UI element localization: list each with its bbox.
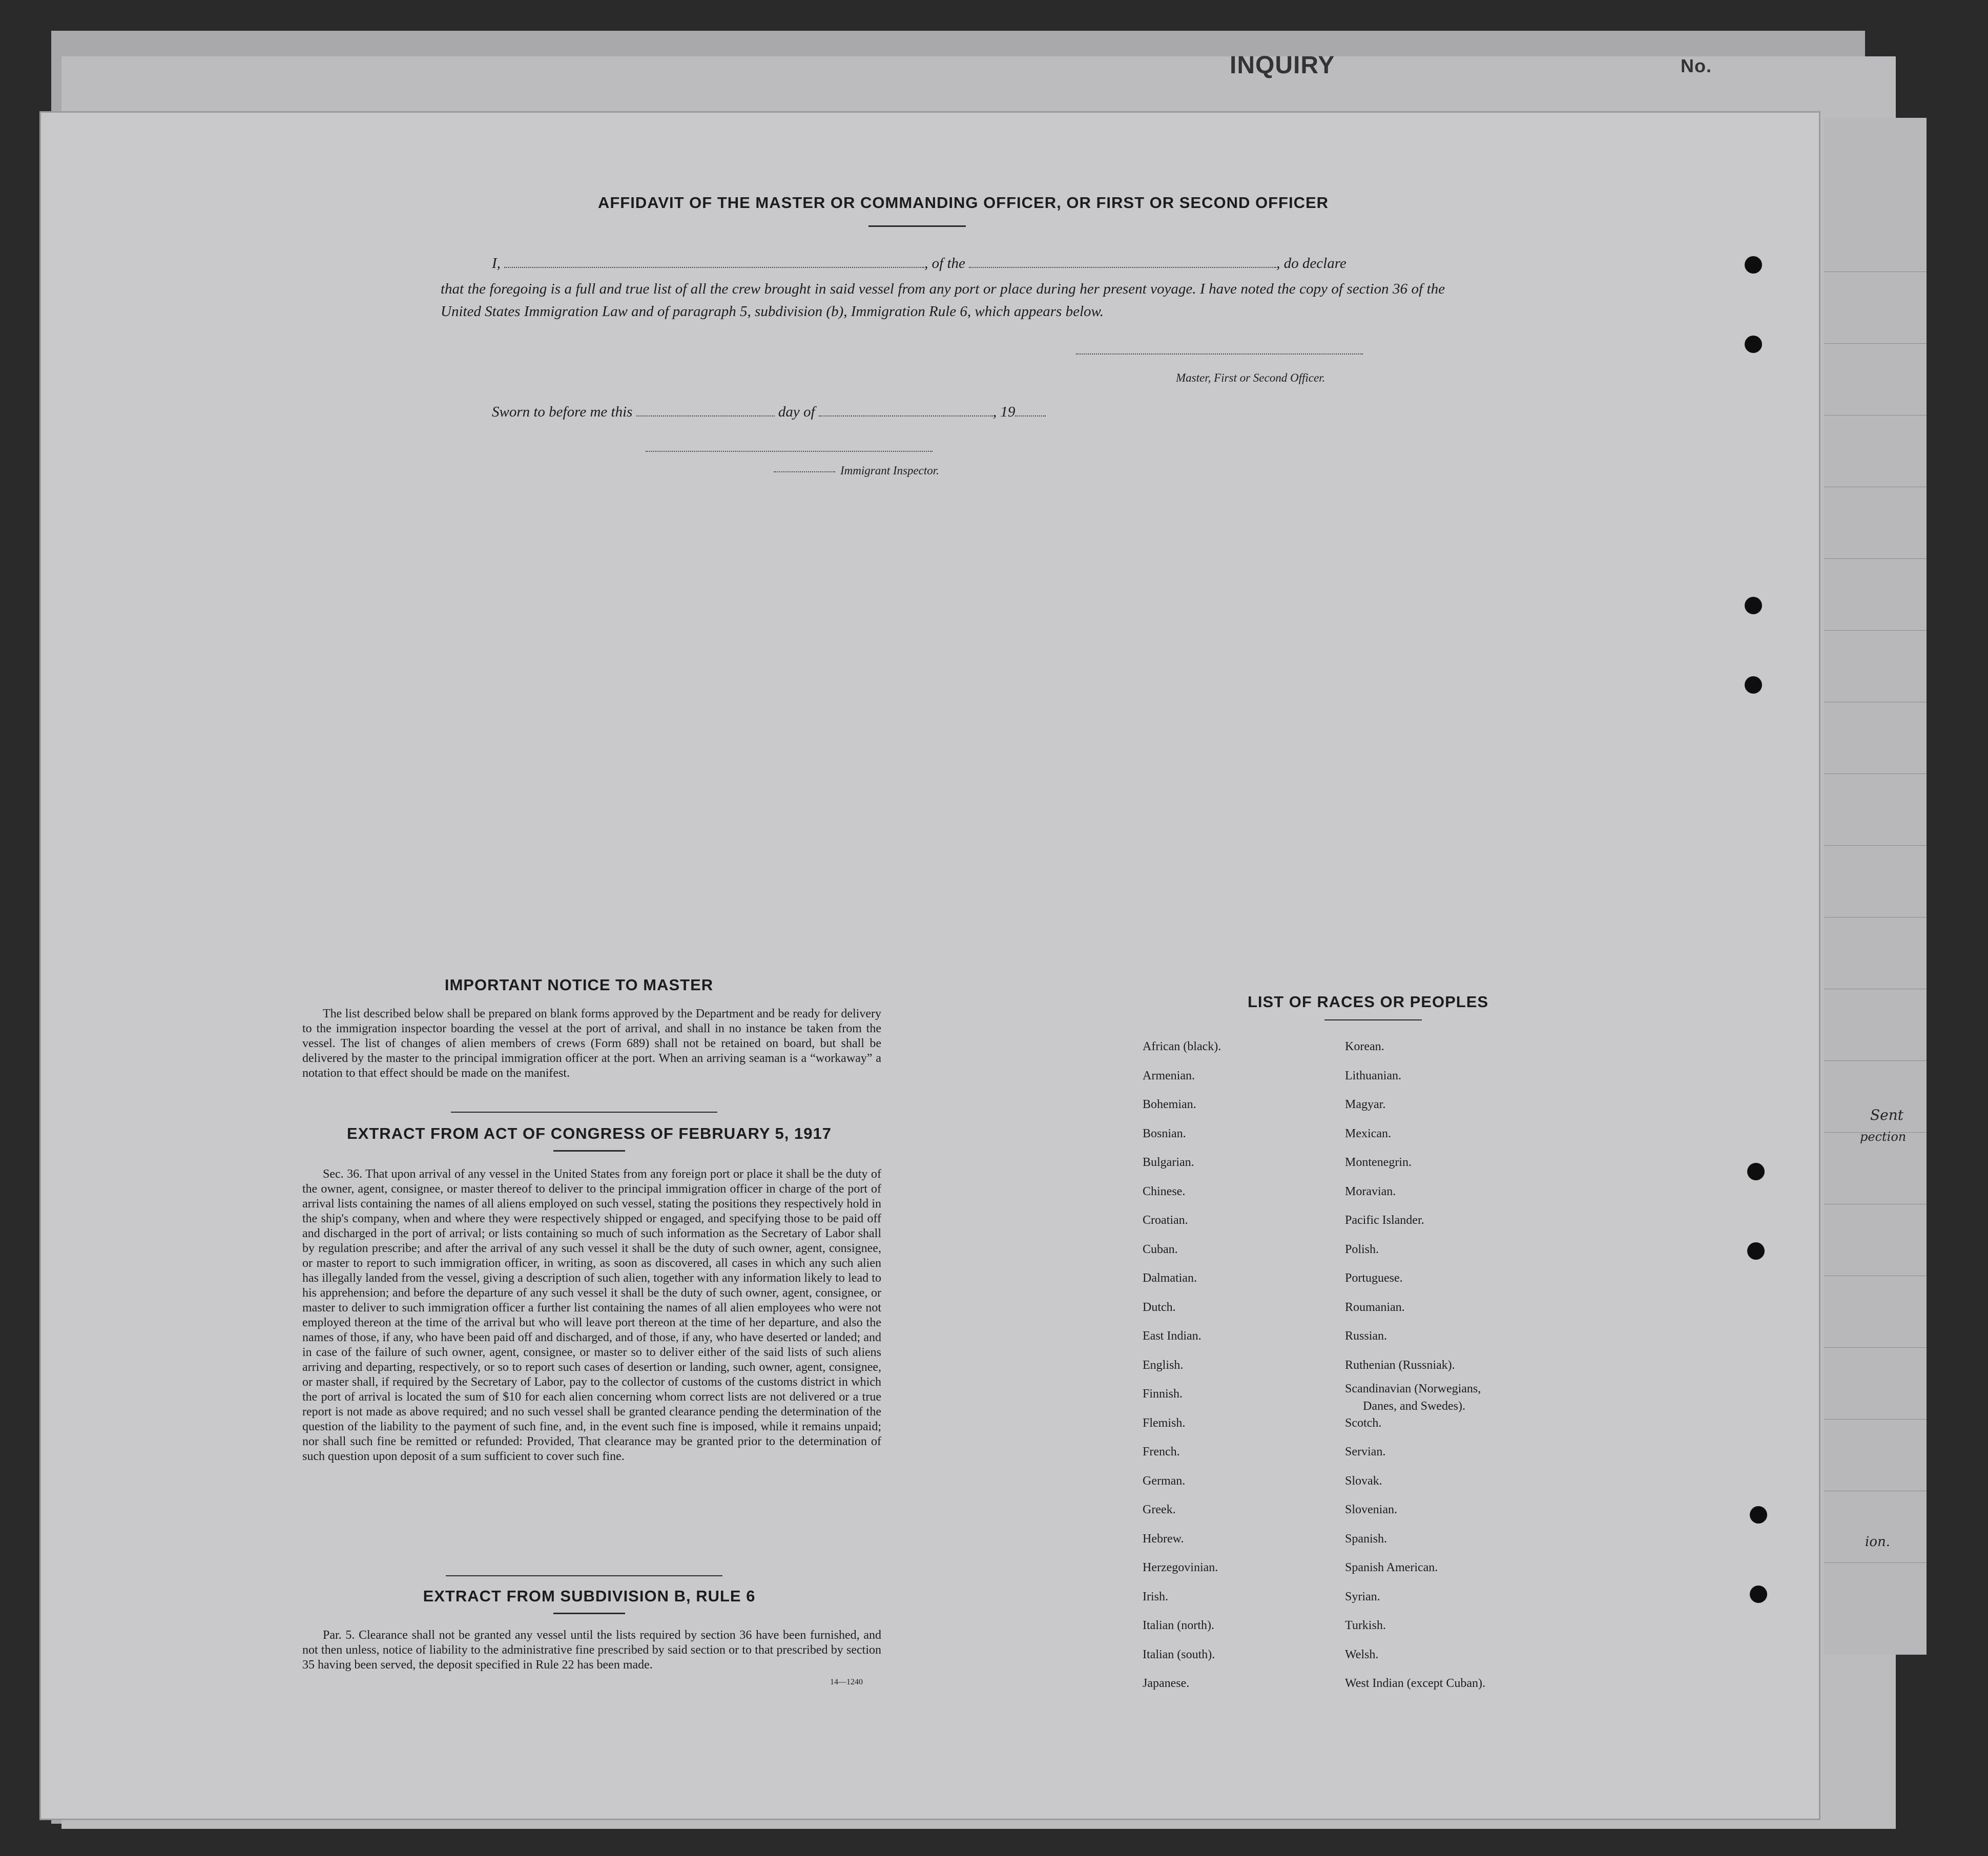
notice-body: The list described below shall be prepared on blank forms approved by the Department and be ready for delivery to the immigration inspector boarding the vessel at the port of arrival, and shall in no instance be taken from the vessel. The list of changes of alien members of crews (Form 689) shall not be retained on board, but shall be delivered by the master to the principal immigration officer at the port. When an arriving seaman is a “workaway” a notation to that effect should be made on the manifest. <box>302 1007 881 1080</box>
sworn-dayof-label: day of <box>778 404 815 420</box>
inspector-signature-field[interactable] <box>646 451 933 452</box>
divider <box>553 1150 625 1152</box>
margin-note: pection <box>1860 1130 1907 1144</box>
race-item: Syrian. <box>1345 1590 1380 1603</box>
divider <box>451 1112 717 1113</box>
signer-signature-field[interactable] <box>1076 353 1363 354</box>
declarant-name-field[interactable] <box>504 267 924 268</box>
race-item: Montenegrin. <box>1345 1156 1412 1169</box>
binder-hole <box>1745 676 1762 694</box>
of-the-label: , of the <box>924 255 965 272</box>
margin-note: Sent <box>1870 1107 1904 1123</box>
race-item: Polish. <box>1345 1242 1379 1256</box>
race-item: Bohemian. <box>1143 1098 1196 1111</box>
act-extract-title: EXTRACT FROM ACT OF CONGRESS OF FEBRUARY 5, 1917 <box>347 1124 832 1142</box>
race-item: Pacific Islander. <box>1345 1214 1424 1227</box>
divider <box>1324 1019 1422 1020</box>
binder-hole <box>1747 1242 1765 1260</box>
rule-extract-title: EXTRACT FROM SUBDIVISION B, RULE 6 <box>423 1587 756 1605</box>
race-item: Scandinavian (Norwegians, <box>1345 1382 1481 1395</box>
race-item: Greek. <box>1143 1503 1176 1516</box>
sworn-day-field[interactable] <box>636 415 775 416</box>
race-item: Italian (north). <box>1143 1619 1214 1632</box>
binder-hole <box>1745 256 1762 274</box>
sworn-year-field[interactable] <box>1015 415 1046 416</box>
race-item: Russian. <box>1345 1329 1388 1343</box>
signer-label: Master, First or Second Officer. <box>1176 371 1326 384</box>
race-item: Magyar. <box>1345 1098 1386 1111</box>
affidavit-body: that the foregoing is a full and true list of all the crew brought in said vessel from any port or place during her present voyage. I have noted the copy of section 36 of the United States Immigration Law and of paragraph 5, subdivision (b), Immigration Rule 6, which appears below. <box>441 281 1445 320</box>
affidavit-title: AFFIDAVIT OF THE MASTER OR COMMANDING OFFICER, OR FIRST OR SECOND OFFICER <box>597 194 1329 212</box>
act-extract-body: Sec. 36. That upon arrival of any vessel in the United States from any foreign port or place it shall be the duty of the owner, agent, consignee, or master thereof to deliver to the principal immigration officer in charge of the port of arrival lists containing the names of all aliens employed on such vessel, stating the positions they respectively hold in the ship's company, when and where they were respectively shipped or engaged, and specifying those to be paid off and discharged in the port of arrival; or lists containing so much of such information as the Secretary of Labor shall by regulation prescribe; and after the arrival of any such vessel it shall be the duty of such owner, agent, consignee, or master to report to such immigration officer, in writing, as soon as discovered, all cases in which any such alien has illegally landed from the vessel, giving a description of such alien, together with any information likely to lead to his apprehension; and before the departure of any such vessel it shall be the duty of such owner, agent, consignee, or master to deliver to such immigration officer a further list containing the names of all alien employees who were not employed thereon at the time of the arrival but who will leave port thereon at the time of her departure, and also the names of those, if any, who have been paid off and discharged, and of those, if any, who have deserted or landed; and in case of the failure of such owner, agent, consignee, or master so to deliver either of the said lists of such aliens arriving and departing, respectively, or so to report such cases of desertion or landing, such owner, agent, consignee, or master shall, if required by the Secretary of Labor, pay to the collector of customs of the customs district in which the port of arrival is located the sum of $10 for each alien concerning whom correct lists are not delivered or a true report is not made as above required; and no such vessel shall be granted clearance pending the determination of the question of the liability to the payment of such fine, and, in the event such fine is imposed, while it remains unpaid; nor shall such fine be remitted or refunded: Provided, That clearance may be granted prior to the determination of such question upon deposit of a sum sufficient to cover such fine. <box>302 1167 881 1463</box>
race-item-continuation: Danes, and Swedes). <box>1363 1400 1465 1413</box>
race-item: Portuguese. <box>1345 1271 1403 1285</box>
race-item: Hebrew. <box>1143 1532 1184 1546</box>
race-item: Italian (south). <box>1143 1648 1215 1661</box>
declarant-prefix: I, <box>492 255 501 272</box>
binder-hole <box>1745 336 1762 353</box>
race-item: Moravian. <box>1345 1184 1396 1198</box>
binder-hole <box>1750 1506 1767 1524</box>
sworn-month-field[interactable] <box>819 415 993 416</box>
form-page <box>41 113 1819 1819</box>
race-item: West Indian (except Cuban). <box>1345 1677 1485 1690</box>
race-item: Croatian. <box>1143 1214 1188 1227</box>
race-item: Turkish. <box>1345 1619 1386 1632</box>
races-title: LIST OF RACES OR PEOPLES <box>1247 993 1489 1011</box>
race-item: Slovak. <box>1345 1474 1382 1488</box>
race-item: Ruthenian (Russniak). <box>1345 1358 1455 1372</box>
divider <box>553 1613 625 1614</box>
binder-hole <box>1747 1163 1765 1180</box>
race-item: French. <box>1143 1445 1180 1458</box>
sworn-prefix: Sworn to before me this <box>492 404 633 420</box>
rule-extract-body: Par. 5. Clearance shall not be granted any vessel until the lists required by section 36 have been furnished, and not then unless, notice of liability to the administrative fine prescribed by said section or to that prescribed by section 35 having been served, the deposit specified in Rule 22 has been made. <box>302 1629 881 1672</box>
binder-hole <box>1750 1586 1767 1603</box>
notice-title: IMPORTANT NOTICE TO MASTER <box>444 976 714 994</box>
declare-label: , do declare <box>1276 255 1347 272</box>
sworn-year-prefix: , 19 <box>992 404 1016 420</box>
race-item: Dutch. <box>1143 1300 1176 1314</box>
race-item: Scotch. <box>1345 1416 1382 1430</box>
race-item: Roumanian. <box>1345 1300 1405 1314</box>
race-item: Finnish. <box>1143 1387 1183 1401</box>
race-item: Spanish. <box>1345 1532 1388 1546</box>
race-item: Chinese. <box>1143 1184 1186 1198</box>
race-item: Mexican. <box>1345 1127 1391 1140</box>
sworn-line <box>492 404 1046 421</box>
race-item: Cuban. <box>1143 1242 1178 1256</box>
race-item: Dalmatian. <box>1143 1271 1197 1285</box>
race-item: Bosnian. <box>1143 1127 1186 1140</box>
race-item: Lithuanian. <box>1345 1069 1401 1082</box>
race-item: Flemish. <box>1143 1416 1186 1430</box>
margin-note: ion. <box>1865 1534 1890 1550</box>
race-item: East Indian. <box>1143 1329 1202 1343</box>
underlying-ruled-sheet <box>1824 118 1927 1655</box>
race-item: Welsh. <box>1345 1648 1379 1661</box>
affidavit-declaration-line <box>441 255 1347 272</box>
inspector-label-lead <box>774 471 835 472</box>
underlying-header-fragment: INQUIRY <box>1230 52 1335 79</box>
underlying-no-label: No. <box>1681 55 1712 76</box>
divider <box>868 225 966 227</box>
race-item: Spanish American. <box>1345 1561 1438 1574</box>
race-item: Irish. <box>1143 1590 1168 1603</box>
race-item: English. <box>1143 1358 1184 1372</box>
race-item: Servian. <box>1345 1445 1386 1458</box>
race-item: Bulgarian. <box>1143 1156 1194 1169</box>
race-item: Armenian. <box>1143 1069 1195 1082</box>
binder-hole <box>1745 597 1762 614</box>
form-number: 14—1240 <box>830 1678 863 1686</box>
race-item: German. <box>1143 1474 1186 1488</box>
race-item: Herzegovinian. <box>1143 1561 1218 1574</box>
race-item: Slovenian. <box>1345 1503 1397 1516</box>
race-item: Japanese. <box>1143 1677 1190 1690</box>
vessel-name-field[interactable] <box>969 267 1276 268</box>
race-item: African (black). <box>1143 1040 1221 1053</box>
inspector-label: Immigrant Inspector. <box>840 464 939 477</box>
race-item: Korean. <box>1345 1040 1384 1053</box>
divider <box>446 1575 722 1576</box>
